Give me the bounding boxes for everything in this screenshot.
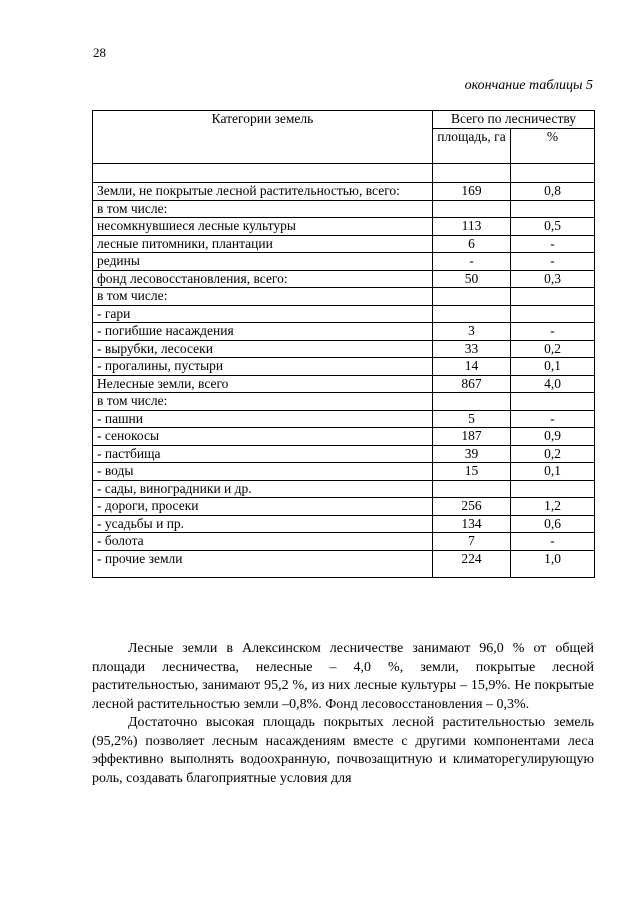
paragraph-2: Достаточно высокая площадь покрытых лесной растительностью земель (95,2%) позволяет лесным насаждениям вместе с другими компонентами леса эффективно выполнять водоохранную, почвозащитную и климаторегулирующую роль, создавать благоприятные условия для: [92, 715, 594, 786]
table-caption: окончание таблицы 5: [464, 78, 593, 93]
row-label: - сенокосы: [93, 428, 433, 446]
row-percent: 0,2: [511, 340, 595, 358]
row-label: - пастбища: [93, 445, 433, 463]
table-row: [93, 550, 595, 577]
row-label: - дороги, просеки: [93, 498, 433, 516]
row-area: 14: [433, 358, 511, 376]
row-percent: 1,2: [511, 498, 595, 516]
table-row: [93, 323, 595, 341]
row-area: 867: [433, 375, 511, 393]
table-row: [93, 463, 595, 481]
row-percent: -: [511, 533, 595, 551]
row-area: 187: [433, 428, 511, 446]
row-percent: -: [511, 253, 595, 271]
row-label: Нелесные земли, всего: [93, 375, 433, 393]
table-row: [93, 533, 595, 551]
row-label: - погибшие насаждения: [93, 323, 433, 341]
body-text: [92, 640, 594, 788]
row-area: 113: [433, 218, 511, 236]
row-area: 256: [433, 498, 511, 516]
row-label: несомкнувшиеся лесные культуры: [93, 218, 433, 236]
row-label: - пашни: [93, 410, 433, 428]
row-label: - воды: [93, 463, 433, 481]
table-row: [93, 200, 595, 218]
row-area: [433, 480, 511, 498]
table-body: [93, 164, 595, 578]
row-percent: 0,5: [511, 218, 595, 236]
row-area: 6: [433, 235, 511, 253]
row-area: 7: [433, 533, 511, 551]
table-row: [93, 393, 595, 411]
row-label: в том числе:: [93, 200, 433, 218]
row-percent: [511, 480, 595, 498]
row-area: 5: [433, 410, 511, 428]
table-row: [93, 375, 595, 393]
row-area: 3: [433, 323, 511, 341]
table-row: [93, 235, 595, 253]
row-label: в том числе:: [93, 288, 433, 306]
row-area: 169: [433, 183, 511, 201]
row-area: [433, 288, 511, 306]
row-percent: [511, 200, 595, 218]
row-label: в том числе:: [93, 393, 433, 411]
row-percent: 0,6: [511, 515, 595, 533]
header-percent: %: [511, 128, 595, 163]
land-categories-table: [92, 110, 595, 578]
row-percent: 0,1: [511, 358, 595, 376]
row-area: 134: [433, 515, 511, 533]
row-percent: 0,9: [511, 428, 595, 446]
table-row: [93, 288, 595, 306]
table-row: [93, 253, 595, 271]
row-percent: -: [511, 410, 595, 428]
row-label: редины: [93, 253, 433, 271]
row-label: Земли, не покрытые лесной растительностью, всего:: [93, 183, 433, 201]
table-row: [93, 428, 595, 446]
row-percent: 0,3: [511, 270, 595, 288]
row-label: - прогалины, пустыри: [93, 358, 433, 376]
row-area: 33: [433, 340, 511, 358]
page-number: 28: [93, 45, 106, 60]
table-row: [93, 410, 595, 428]
row-percent: 1,0: [511, 550, 595, 577]
table-row: [93, 305, 595, 323]
row-percent: 0,1: [511, 463, 595, 481]
row-area: [433, 305, 511, 323]
table-row: [93, 515, 595, 533]
row-area: 15: [433, 463, 511, 481]
row-label: - усадьбы и пр.: [93, 515, 433, 533]
table-row: [93, 183, 595, 201]
table-row: [93, 270, 595, 288]
table-row: [93, 358, 595, 376]
row-percent: -: [511, 235, 595, 253]
row-label: фонд лесовосстановления, всего:: [93, 270, 433, 288]
table-row: [93, 218, 595, 236]
row-percent: [511, 305, 595, 323]
row-label: - прочие земли: [93, 550, 433, 577]
row-label: - вырубки, лесосеки: [93, 340, 433, 358]
row-area: 50: [433, 270, 511, 288]
table-row: [93, 340, 595, 358]
row-area: [433, 393, 511, 411]
row-label: лесные питомники, плантации: [93, 235, 433, 253]
row-area: 39: [433, 445, 511, 463]
row-area: [433, 200, 511, 218]
table-row: [93, 445, 595, 463]
row-area: 224: [433, 550, 511, 577]
header-area: площадь, га: [433, 128, 511, 163]
row-label: - болота: [93, 533, 433, 551]
paragraph-1: Лесные земли в Алексинском лесничестве занимают 96,0 % от общей площади лесничества, нелесные – 4,0 %, земли, покрытые лесной растительностью, занимают 95,2 %, из них лесные культуры – 15,9%. Не покрытые лесной растительностью земли –0,8%. Фонд лесовосстановления – 0,3%.: [92, 641, 594, 712]
row-percent: 4,0: [511, 375, 595, 393]
table-row: [93, 498, 595, 516]
row-label: - сады, виноградники и др.: [93, 480, 433, 498]
header-total-group: Всего по лесничеству: [433, 111, 595, 129]
table-spacer-row: [93, 164, 595, 183]
row-percent: 0,8: [511, 183, 595, 201]
header-category: Категории земель: [93, 111, 433, 164]
row-label: - гари: [93, 305, 433, 323]
row-percent: 0,2: [511, 445, 595, 463]
table-row: [93, 480, 595, 498]
row-percent: [511, 393, 595, 411]
row-area: -: [433, 253, 511, 271]
row-percent: -: [511, 323, 595, 341]
row-percent: [511, 288, 595, 306]
